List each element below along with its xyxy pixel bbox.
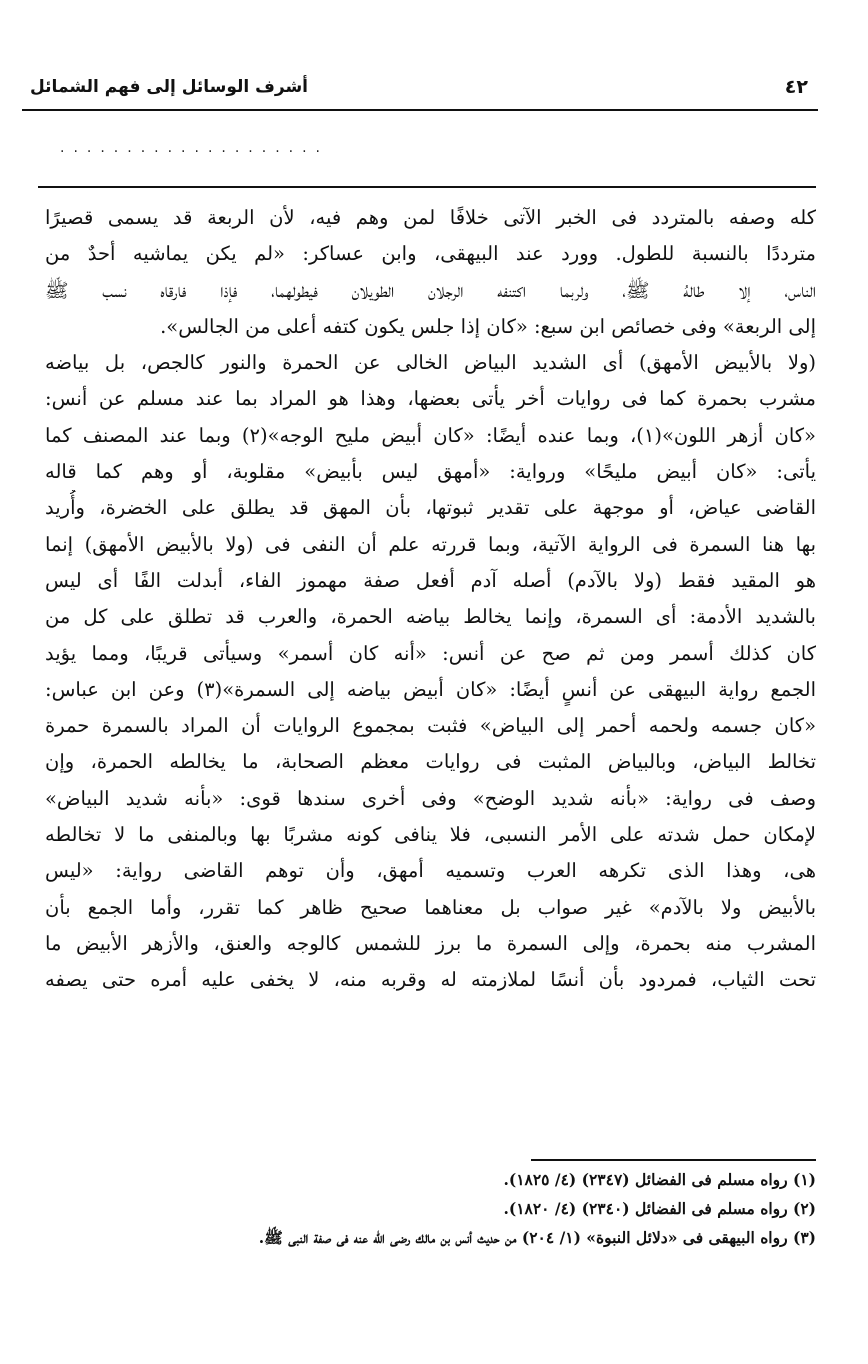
text-line: هى، وهذا الذى تكرهه العرب وتسميه أمهق، وأن توهم القاضى رواية: «ليس (45, 859, 816, 883)
text-line: يأتى: «كان أبيض مليحًا» ورواية: «أمهق ليس بأبيض» مقلوبة، أو وهم كما قاله (45, 460, 816, 484)
text-line: وصف فى رواية: «بأنه شديد الوضح» وفى أخرى سندها قوى: «بأنه شديد البياض» (45, 786, 816, 810)
text-line: هو المقيد فقط (ولا بالآدم) أصله آدم أفعل صفة مهموز الفاء، أبدلت الفًا أى ليس (45, 568, 816, 592)
text-line: مشرب بحمرة كما فى روايات أخر يأتى بعضها، وهذا هو المراد بما عند مسلم عن أنس: (45, 387, 816, 411)
text-line: بالشديد الأدمة: أى السمرة، وإنما يخالط بياضه الحمرة، والعرب قد تطلق على كل من (45, 605, 816, 629)
text-line: لإمكان حمل شدته على الأمر النسبى، فلا ينافى كونه مشربًا بها وبالمنفى ما لا تخالطه (45, 823, 816, 847)
text-line: كله وصفه بالمتردد فى الخبر الآتى خلافًا لمن وهم فيه، لأن الربعة قد يسمى قصيرًا (45, 206, 816, 229)
text-line: بها هنا السمرة فى الرواية الآتية، وبما قررته علم أن النفى فى (ولا بالأبيض الأمهق) إنما (45, 532, 816, 556)
footnote-3: (٣) رواه البيهقى فى «دلائل النبوة» (١/ ٢٠٤) من حديث أنس بن مالك رضى الله عنه فى صفة النبى ﷺ. (258, 1228, 816, 1247)
dotted-separator: .................... (60, 140, 330, 154)
footnote-1: (١) رواه مسلم فى الفضائل (٢٣٤٧) (٤/ ١٨٢٥). (503, 1170, 816, 1189)
content-rule (38, 186, 816, 188)
text-line: الناس، إلا طالهُ ﷺ، ولربما اكتنفه الرجلان الطويلان فيطولهما، فإذا فارقاه نسب ﷺ (45, 278, 816, 302)
running-title: أشرف الوسائل إلى فهم الشمائل (30, 77, 309, 97)
text-line: القاضى عياض، أو موجهة على تقدير ثبوتها، بأن المهق قد يطلق على الخضرة، وأُريد (45, 496, 816, 520)
text-line: المشرب منه بحمرة، وإلى السمرة ما برز للشمس كالوجه والعنق، والأزهر الأبيض ما (45, 931, 816, 955)
text-line: مترددًا بالنسبة للطول. وورد عند البيهقى، وابن عساكر: «لم يكن يماشيه أحدٌ من (45, 242, 816, 266)
text-line: تخالط البياض، وبالبياض المثبت فى روايات معظم الصحابة، ما يخالطه الحمرة، وإن (45, 750, 816, 774)
footnote-2: (٢) رواه مسلم فى الفضائل (٢٣٤٠) (٤/ ١٨٢٠). (503, 1199, 816, 1218)
text-line: بالأبيض ولا بالآدم» غير صواب بل معناهما صحيح ظاهر كما تقرر، وأما الجمع بأن (45, 895, 816, 919)
text-line: «كان جسمه ولحمه أحمر إلى البياض» فثبت بمجموع الروايات أن المراد بالسمرة حمرة (45, 714, 816, 738)
header-rule (22, 109, 818, 111)
main-text (45, 200, 816, 999)
text-line: «كان أزهر اللون»(١)، وبما عنده أيضًا: «كان أبيض مليح الوجه»(٢) وبما عند المصنف كما (45, 423, 816, 447)
footnotes (40, 1165, 816, 1252)
page-number: ٤٢ (784, 76, 808, 98)
text-line: (ولا بالأبيض الأمهق) أى الشديد البياض الخالى عن الحمرة والنور كالجص، بل بياضه (45, 351, 816, 375)
text-line: تحت الثياب، فمردود بأن أنسًا لملازمته له وقربه منه، لا يخفى عليه أمره حتى يصفه (45, 968, 816, 992)
text-line: الجمع رواية البيهقى عن أنسٍ أيضًا: «كان أبيض بياضه إلى السمرة»(٣) وعن ابن عباس: (45, 677, 816, 701)
running-header (30, 72, 808, 102)
text-line: إلى الربعة» وفى خصائص ابن سبع: «كان إذا جلس يكون كتفه أعلى من الجالس». (160, 314, 816, 338)
footnote-rule (531, 1159, 816, 1161)
text-line: كان كذلك أسمر ومن ثم صح عن أنس: «أنه كان أسمر» وسيأتى قريبًا، ومما يؤيد (45, 641, 816, 665)
